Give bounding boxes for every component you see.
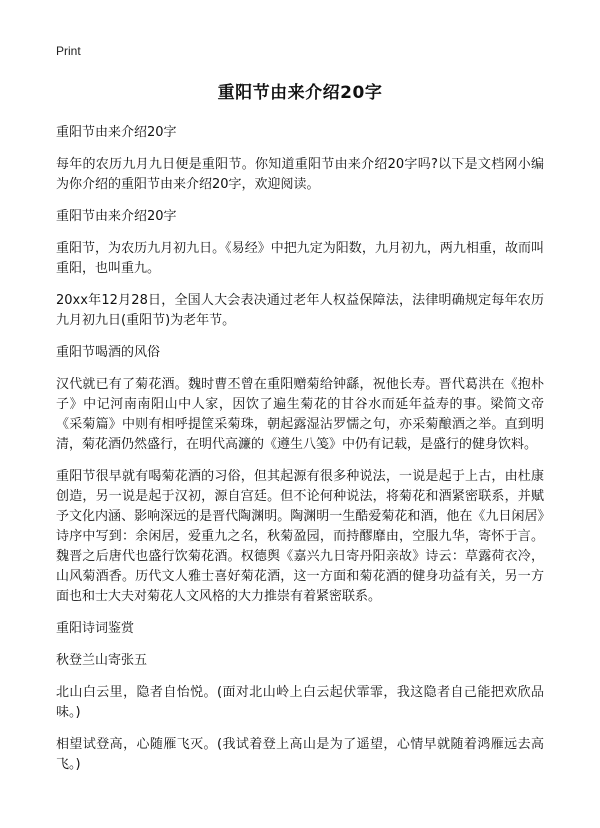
section-heading: 重阳诗词鉴赏: [56, 621, 135, 636]
poem-line: 相望试登高，心随雁飞灭。(我试着登上高山是为了遥望，心情早就随着鸿雁远去高飞。): [56, 737, 544, 772]
paragraph: 汉代就已有了菊花酒。魏时曹丕曾在重阳赠菊给钟繇，祝他长寿。晋代葛洪在《抱朴子》中记河南南阳山中人家，因饮了遍生菊花的甘谷水而延年益寿的事。梁简文帝《采菊篇》中则有相呼提筐采菊珠，朝起露湿沾罗懦之句，亦采菊酿酒之举。直到明清，菊花酒仍然盛行，在明代高濂的《遵生八笺》中仍有记载，是盛行的健身饮料。: [56, 377, 544, 452]
paragraph: 重阳节，为农历九月初九日。《易经》中把九定为阳数，九月初九，两九相重，故而叫重阳，也叫重九。: [56, 241, 544, 276]
paragraph: 每年的农历九月九日便是重阳节。你知道重阳节由来介绍20字吗?以下是文档网小编为你介绍的重阳节由来介绍20字，欢迎阅读。: [56, 157, 544, 192]
poem-title: 秋登兰山寄张五: [56, 653, 148, 668]
section-heading: 重阳节喝酒的风俗: [56, 345, 161, 360]
paragraph: 重阳节很早就有喝菊花酒的习俗，但其起源有很多种说法，一说是起于上古，由杜康创造，另一说是起于汉初，源自宫廷。但不论何种说法，将菊花和酒紧密联系，并赋予文化内涵、影响深远的是晋代陶渊明。陶渊明一生酷爱菊花和酒，他在《九日闲居》诗序中写到：余闲居，爱重九之名，秋菊盈园，而持醪靡由，空服九华，寄怀于言。魏晋之后唐代也盛行饮菊花酒。权德舆《嘉兴九日寄丹阳亲故》诗云：草露荷衣冷，山风菊酒香。历代文人雅士喜好菊花酒，这一方面和菊花酒的健身功益有关，另一方面也和士大夫对菊花人文风格的大力推崇有着紧密联系。: [56, 469, 544, 604]
poem-line: 北山白云里，隐者自怡悦。(面对北山岭上白云起伏霏霏，我这隐者自己能把欢欣品味。): [56, 685, 544, 720]
print-label[interactable]: Print: [56, 44, 81, 58]
paragraph: 20xx年12月28日，全国人大会表决通过老年人权益保障法，法律明确规定每年农历九月初九日(重阳节)为老年节。: [56, 293, 544, 328]
section-heading: 重阳节由来介绍20字: [56, 125, 177, 140]
section-heading: 重阳节由来介绍20字: [56, 209, 177, 224]
document-title: 重阳节由来介绍20字: [217, 83, 383, 103]
